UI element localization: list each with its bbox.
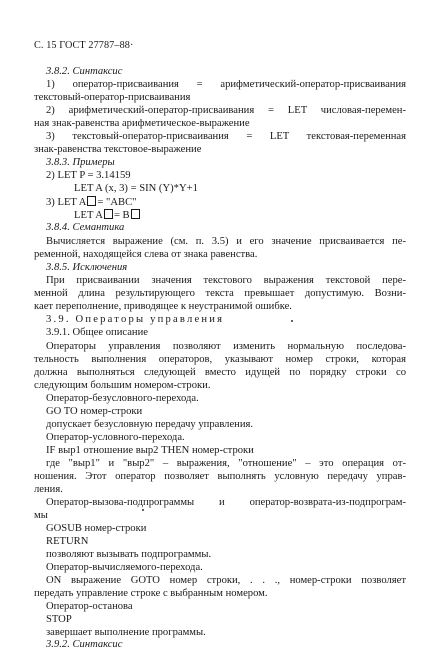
code-line: [46, 196, 406, 209]
text-line: кает переполнение, приводящее к неустранимой ошибке.: [34, 301, 292, 312]
section-heading: [46, 327, 406, 339]
string-variable-mark-icon: [131, 209, 140, 219]
code-line: GO TO номер-строки: [46, 406, 143, 417]
code-text: 3) LET A: [46, 197, 87, 208]
code-line: LET A (x, 3) = SIN (Y)*Y+1: [74, 183, 198, 194]
scan-speck: [142, 509, 144, 511]
section-heading: 3.8.4. Семантика: [46, 222, 125, 233]
code-line: RETURN: [46, 536, 89, 547]
code-line: STOP: [46, 614, 72, 625]
string-variable-mark-icon: [87, 196, 96, 206]
text-line: завершает выполнение программы.: [46, 627, 206, 638]
code-line: IF выр1 отношение выр2 THEN номер-строки: [46, 445, 254, 456]
code-line: [74, 209, 406, 222]
text-line: должна выполняться следующей вместо идущей по порядку строки со: [34, 367, 406, 378]
text-line: позволяют вызывать подпрограммы.: [46, 549, 212, 560]
section-heading: 3.9. Операторы управления: [46, 314, 225, 325]
text-line: Оператор-условного-перехода.: [46, 432, 185, 443]
text-line: 3) текстовый-оператор-присваивания = LET текстовая-переменная: [46, 131, 406, 142]
text-line: Вычисляется выражение (см. п. 3.5) и его значение присваивается пе-: [46, 236, 406, 247]
scan-speck: [291, 320, 293, 322]
section-heading-text: 3.9.1. Общее описание: [46, 327, 148, 338]
text-line: передать управление строке с выбранным номером.: [34, 588, 268, 599]
code-line: GOSUB номер-строки: [46, 523, 147, 534]
text-line: 2) арифметический-оператор-присваивания = LET числовая-перемен-: [46, 105, 406, 116]
text-line: где "выр1" и "выр2" – выражения, "отношение" – это операция от-: [46, 458, 406, 469]
text-line: текстовый-оператор-присваивания: [34, 92, 191, 103]
text-line: Оператор-вызова-подпрограммы и оператор-возврата-из-подпрограм-: [46, 497, 406, 508]
code-line: 2) LET P = 3.14159: [46, 170, 131, 181]
text-line: При присваивании значения текстового выражения текстовой пере-: [46, 275, 406, 286]
text-line: ления.: [34, 484, 63, 495]
string-variable-mark-icon: [104, 209, 113, 219]
text-line: ная знак-равенства арифметическое-выражение: [34, 118, 250, 129]
text-line: Операторы управления позволяют изменить нормальную последова-: [46, 341, 406, 352]
text-line: менной длина результирующего текста превышает допустимую. Возни-: [34, 288, 406, 299]
section-heading: 3.8.3. Примеры: [46, 157, 115, 168]
code-text: LET A: [74, 210, 103, 221]
section-heading: 3.9.2. Синтаксис: [46, 639, 123, 650]
text-line: Оператор-безусловного-перехода.: [46, 393, 199, 404]
text-line: следующим большим номером-строки.: [34, 380, 211, 391]
text-line: Оператор-вычисляемого-перехода.: [46, 562, 203, 573]
text-line: 1) оператор-присваивания = арифметический-оператор-присваивания: [46, 79, 406, 90]
text-line: тельность выполнения операторов, указывают номер строки, которая: [34, 354, 406, 365]
text-line: допускает безусловную передачу управления.: [46, 419, 254, 430]
text-line: мы: [34, 510, 48, 521]
section-heading: 3.8.2. Синтаксис: [46, 66, 123, 77]
text-line: ON выражение GOTO номер строки, . . ., номер-строки позволяет: [46, 575, 406, 586]
page-header: С. 15 ГОСТ 27787–88·: [34, 40, 134, 51]
text-line: ременной, находящейся слева от знака равенства.: [34, 249, 258, 260]
code-text: = B: [113, 210, 130, 221]
section-heading: 3.8.5. Исключения: [46, 262, 128, 273]
code-text: = "ABC": [97, 197, 137, 208]
text-line: знак-равенства текстовое-выражение: [34, 144, 202, 155]
text-line: Оператор-останова: [46, 601, 133, 612]
text-line: ношения. Этот оператор позволяет выполнять условную передачу управ-: [34, 471, 406, 482]
